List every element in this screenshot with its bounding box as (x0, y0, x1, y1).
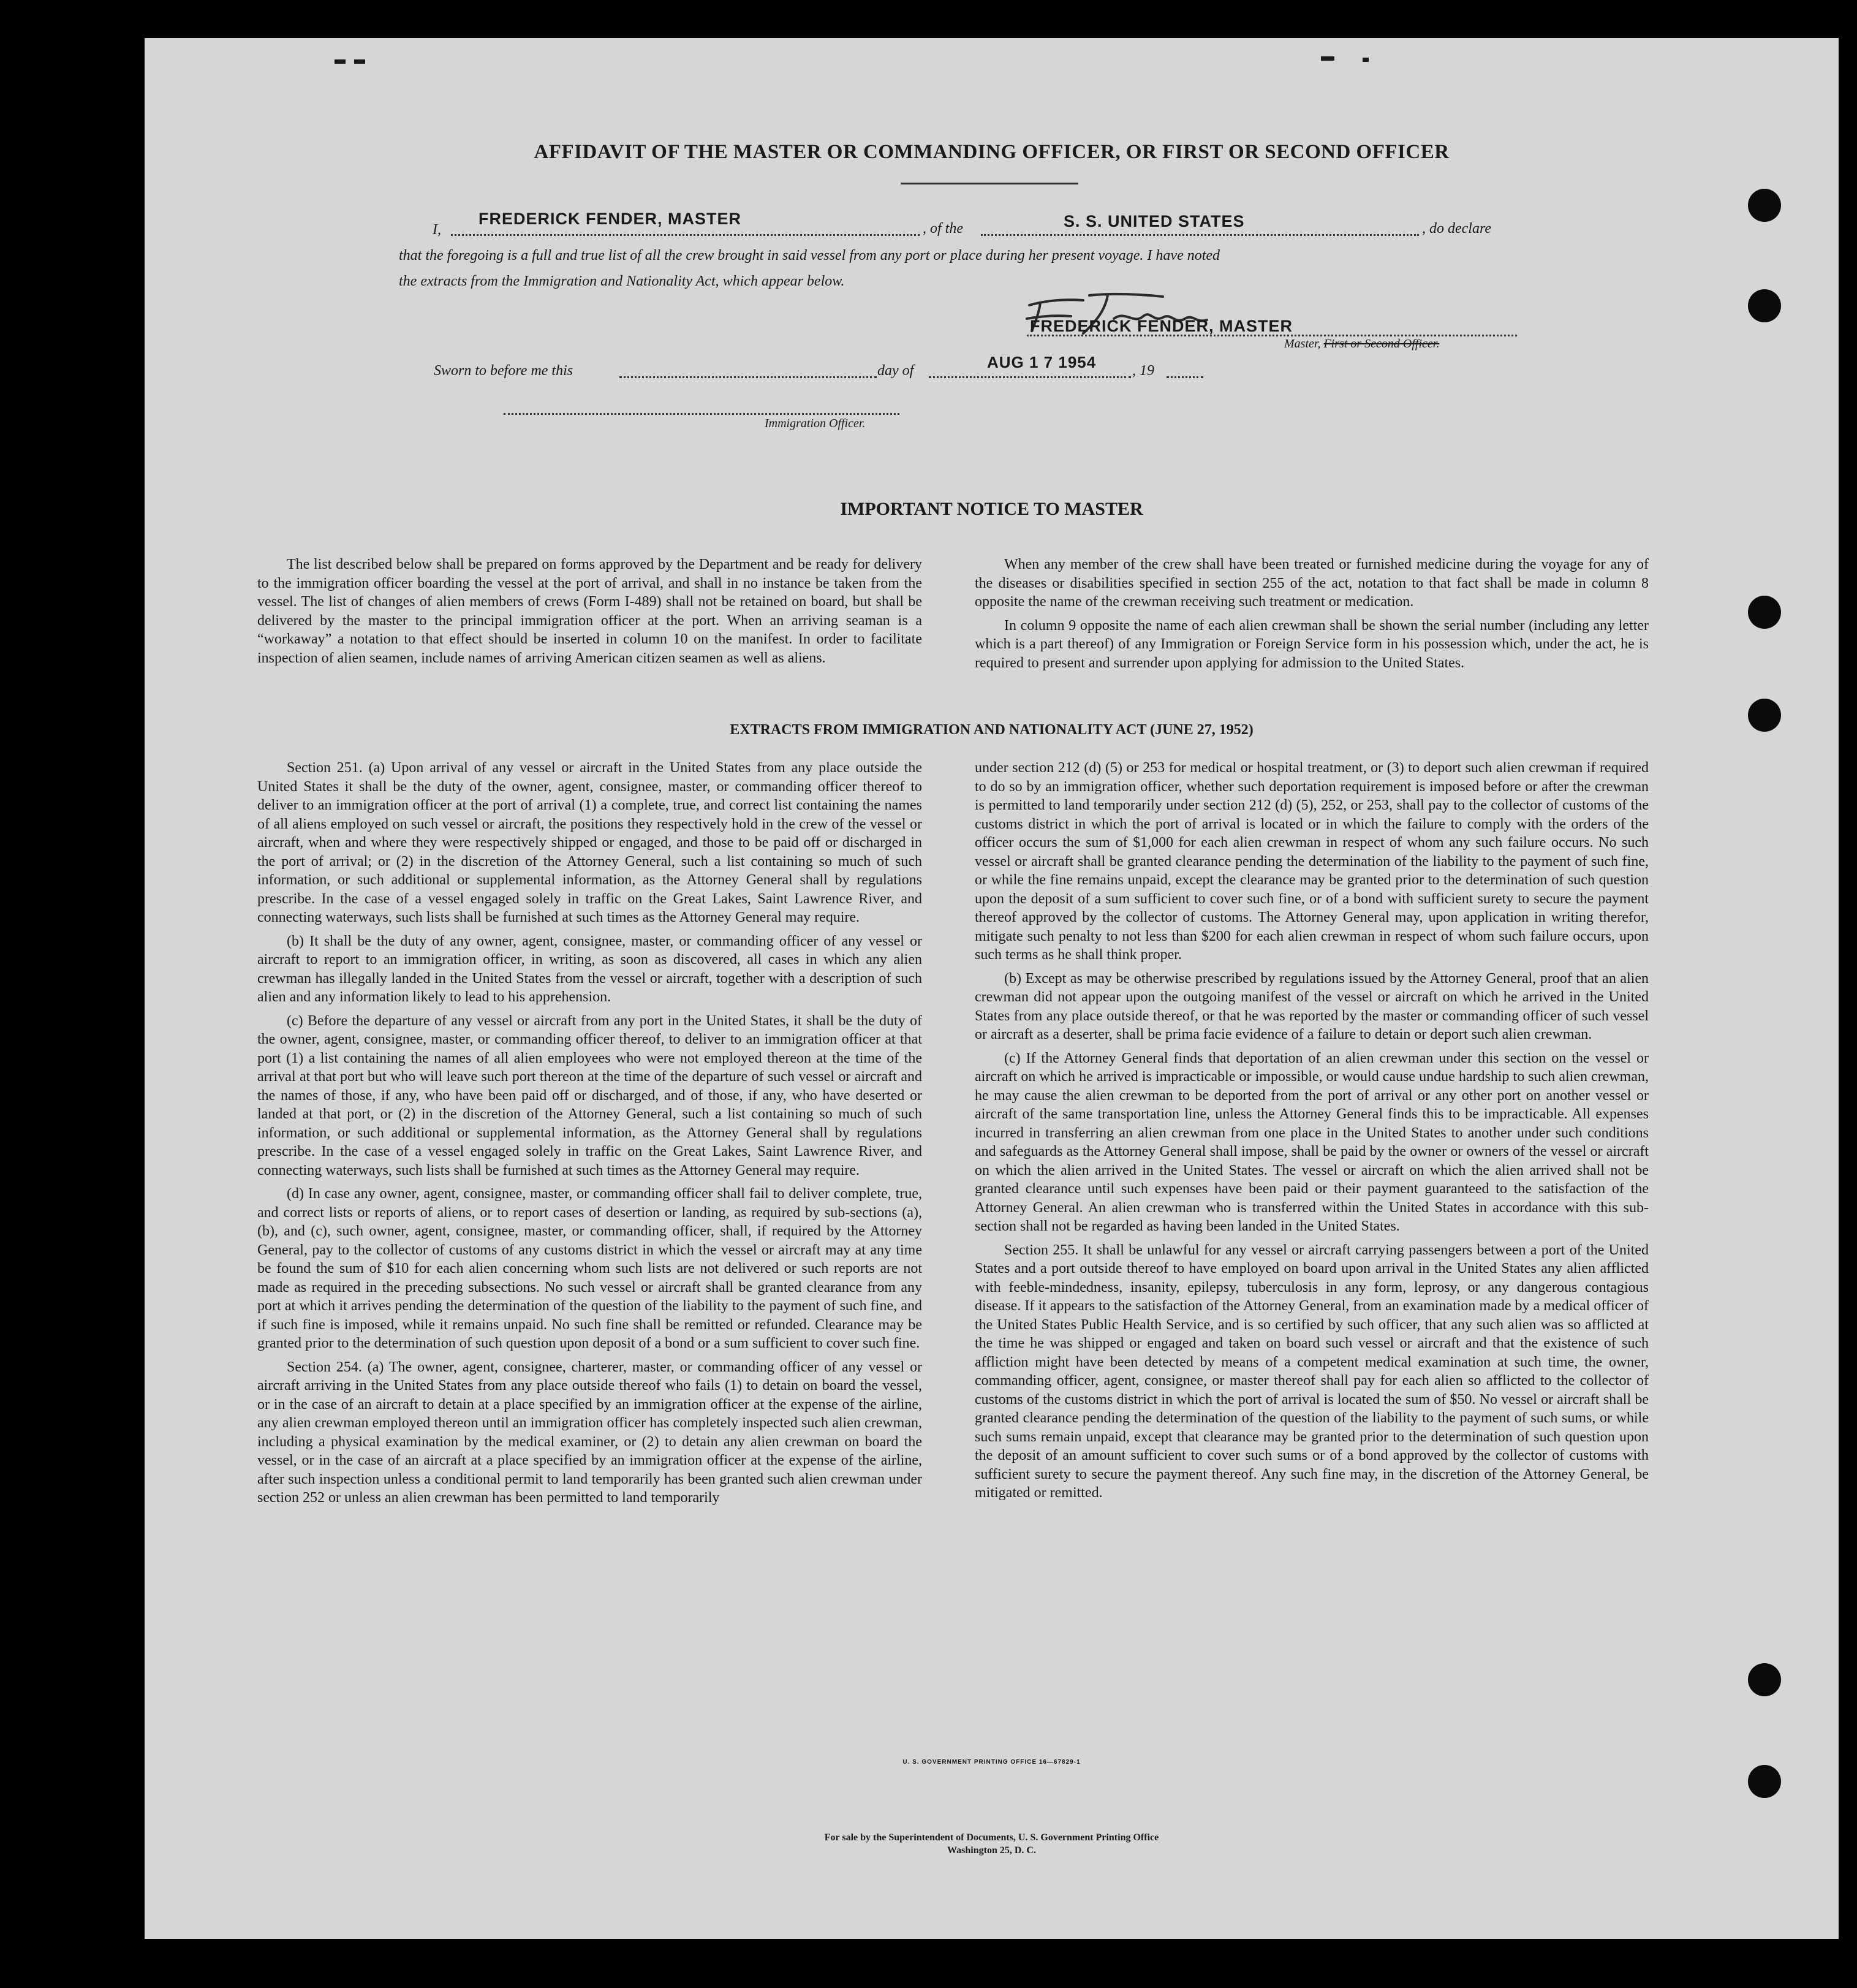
signature-typed-name: FREDERICK FENDER, MASTER (1030, 317, 1293, 335)
signature-line (1027, 335, 1517, 336)
act-paragraph: (c) Before the departure of any vessel or aircraft from any port in the United States, it shall be the duty of the owner, agent, consignee, master, or commanding officer thereof, to deliver to an immigration officer at that port (1) a list containing the names of all alien employees who were not employed thereon at the time of the arrival at that port but who will leave such port thereon at the time of the departure of such vessel or aircraft and the names of those, if any, who have been paid off or discharged, and of those, if any, who have deserted or landed at that port, or (2) in the discretion of the Attorney General, such a list containing so much of such information, or such additional or supplemental information, as the Attorney General shall by regulations prescribe. In the case of a vessel engaged solely in traffic on the Great Lakes, Saint Lawrence River, and connecting waterways, such lists shall be furnished at such times as the Attorney General may require. (257, 1012, 922, 1178)
notice-left-column (257, 555, 922, 667)
day-of-label: day of (877, 363, 914, 379)
name-line (451, 234, 920, 236)
act-paragraph: Section 254. (a) The owner, agent, consignee, charterer, master, or commanding officer of any vessel or aircraft arriving in the United States from any place outside thereof who fails (1) to detain on board the vessel, or in the case of an aircraft to detain at a place specified by an immigration officer at the expense of the airline, any alien crewman employed thereon until an immigration officer has completely inspected such alien crewman, including a physical examination by the medical examiner, or (2) to detain any alien crewman on board the vessel, or in the case of an aircraft at a place specified by an immigration officer at the expense of the airline, after such inspection unless a conditional permit to land temporarily has been granted such alien crewman under section 252 or unless an alien crewman has been permitted to land temporarily (257, 1359, 922, 1506)
struck-officer-label: First or Second Officer. (1323, 337, 1440, 351)
declaration-line-2: the extracts from the Immigration and Nationality Act, which appear below. (399, 273, 845, 289)
act-paragraph: Section 255. It shall be unlawful for any vessel or aircraft carrying passengers between a port of the United States and a port outside thereof to have employed on board upon arrival in the United States any alien afflicted with feeble-mindedness, insanity, epilepsy, tuberculosis in any form, leprosy, or any dangerous contagious disease. If it appears to the satisfaction of the Attorney General, from an examination made by a medical officer of the United States Public Health Service, and is so certified by such officer, that any such alien was so afflicted at the time he was shipped or engaged and taken on board such vessel or aircraft and that the existence of such affliction might have been detected by means of a competent medical examination at such time, the owner, commanding officer, agent, consignee, or master thereof shall pay for each alien so afflicted to the collector of customs of the customs district in which the port of arrival is located the sum of $50. No vessel or aircraft shall be granted clearance pending the determination of the question of the liability to the payment of such sums, or while such sums remain unpaid, except that clearance may be granted prior to the determination of such question upon the deposit of an amount sufficient to cover such sums or of a bond approved by the collector of customs with sufficient surety to secure the payment thereof. Any such fine may, in the discretion of the Attorney General, be mitigated or remitted. (975, 1242, 1649, 1501)
scan-mark (354, 59, 365, 64)
sworn-label: Sworn to before me this (434, 363, 573, 379)
extracts-right-column (975, 759, 1649, 1503)
for-sale-line-1: For sale by the Superintendent of Documents, U. S. Government Printing Office (824, 1832, 1159, 1843)
scan-mark (1363, 58, 1369, 62)
date-stamp: AUG 1 7 1954 (987, 353, 1097, 371)
title-underline (901, 183, 1078, 184)
for-sale-notice (145, 1831, 1839, 1857)
notice-paragraph: When any member of the crew shall have been treated or furnished medicine during the voyage for any of the diseases or disabilities specified in section 255 of the act, notation to that fact shall be made in column 8 opposite the name of the crewman receiving such treatment or medication. (975, 556, 1649, 610)
printing-office-imprint: U. S. GOVERNMENT PRINTING OFFICE 16—67829-1 (902, 1759, 1081, 1766)
month-line (929, 376, 1131, 378)
notice-paragraph: In column 9 opposite the name of each alien crewman shall be shown the serial number (including any letter which is a part thereof) of any Immigration or Foreign Service form in his possession which, under the act, he is required to present and surrender upon applying for admission to the United States. (975, 617, 1649, 671)
punch-hole (1748, 189, 1781, 222)
punch-hole (1748, 1765, 1781, 1798)
punch-hole (1748, 596, 1781, 629)
act-paragraph: Section 251. (a) Upon arrival of any vessel or aircraft in the United States from any place outside the United States it shall be the duty of the owner, agent, consignee, master, or commanding officer thereof to deliver to an immigration officer at the port of arrival (1) a complete, true, and correct list containing the names of all aliens employed on such vessel or aircraft, the positions they respectively hold in the crew of the vessel or aircraft, when and where they were respectively shipped or engaged, and those to be paid off or discharged in the port of arrival; or (2) in the discretion of the Attorney General, such a list containing so much of such information, or such additional or supplemental information, as the Attorney General shall by regulations prescribe. In the case of a vessel engaged solely in traffic on the Great Lakes, Saint Lawrence River, and connecting waterways, such lists shall be furnished at such times as the Attorney General may require. (257, 760, 922, 925)
document-page (145, 38, 1839, 1939)
immigration-officer-line (504, 413, 899, 415)
sworn-day-line (619, 376, 877, 378)
notice-paragraph: The list described below shall be prepared on forms approved by the Department and be ready for delivery to the immigration officer boarding the vessel at the port of arrival, and shall in no instance be taken from the vessel. The list of changes of alien members of crews (Form I-489) shall not be retained on board, but shall be delivered by the master to the principal immigration officer at the port. When an arriving seaman is a “workaway” a notation to that effect should be inserted in column 10 on the manifest. In order to facilitate inspection of alien seamen, include names of arriving American citizen seamen as well as aliens. (257, 556, 922, 666)
do-declare-label: , do declare (1422, 221, 1492, 237)
notice-title: IMPORTANT NOTICE TO MASTER (840, 499, 1143, 519)
master-label: Master, (1284, 337, 1321, 351)
immigration-officer-label: Immigration Officer. (765, 417, 866, 430)
vessel-name: S. S. UNITED STATES (1064, 212, 1245, 230)
notice-right-column (975, 555, 1649, 672)
year-line (1167, 376, 1203, 378)
i-label: I, (433, 222, 441, 238)
extracts-title: EXTRACTS FROM IMMIGRATION AND NATIONALITY ACT (JUNE 27, 1952) (730, 722, 1254, 738)
extracts-left-column (257, 759, 922, 1508)
vessel-line (981, 234, 1419, 236)
for-sale-line-2: Washington 25, D. C. (947, 1845, 1036, 1856)
scan-mark (1321, 56, 1334, 61)
act-paragraph: (c) If the Attorney General finds that deportation of an alien crewman under this section on the vessel or aircraft on which he arrived is impracticable or impossible, or would cause undue hardship to such alien crewman, he may cause the alien crewman to be deported from the port of arrival or any other port on another vessel or aircraft of the same transportation line, unless the Attorney General finds this to be impracticable. All expenses incurred in transferring an alien crewman from one place in the United States to another under such conditions and safeguards as the Attorney General shall impose, shall be paid by the owner or owners of the vessel or aircraft on which the alien arrived in the United States. The vessel or aircraft on which the alien arrived shall not be granted clearance until such expenses have been paid or their payment guaranteed to the satisfaction of the Attorney General. An alien crewman who is transferred within the United States in accordance with this sub-section shall not be regarded as having been landed in the United States. (975, 1050, 1649, 1234)
scan-mark (335, 59, 346, 64)
act-paragraph: (b) Except as may be otherwise prescribed by regulations issued by the Attorney General, proof that an alien crewman did not appear upon the outgoing manifest of the vessel or aircraft on which he arrived in the United States from any place outside thereof, or that he was reported by the master or commanding officer of such vessel or aircraft as a deserter, shall be prima facie evidence of a failure to detain or deport such alien crewman. (975, 970, 1649, 1042)
affidavit-title: AFFIDAVIT OF THE MASTER OR COMMANDING OFFICER, OR FIRST OR SECOND OFFICER (534, 141, 1450, 163)
master-designation (1284, 337, 1439, 351)
year-label: , 19 (1132, 363, 1154, 379)
punch-hole (1748, 289, 1781, 322)
act-paragraph: under section 212 (d) (5) or 253 for medical or hospital treatment, or (3) to deport such alien crewman if required to do so by an immigration officer, whether such deportation requirement is imposed before or after the crewman is permitted to land temporarily under section 212 (d) (5), 252, or 253, shall pay to the collector of customs of the customs district in which the port of arrival is located or in which the failure to comply with the orders of the officer occurs the sum of $1,000 for each alien crewman in respect of whom any such failure occurs. No such vessel or aircraft shall be granted clearance pending the determination of the liability to the payment of such fine, or while the fine remains unpaid, except the clearance may be granted prior to the determination of such question upon the deposit of a sum sufficient to cover such fine, or of a bond with sufficient surety to secure the payment thereof approved by the collector of customs. The Attorney General may, upon application in writing therefor, mitigate such penalty to not less than $200 for each alien crewman in respect of whom such failure occurs, upon such terms as he shall think proper. (975, 760, 1649, 963)
act-paragraph: (b) It shall be the duty of any owner, agent, consignee, master, or commanding officer of any vessel or aircraft to report to an immigration officer, in writing, as soon as discovered, all cases in which any alien crewman has illegally landed in the United States from the vessel or aircraft, together with a description of such alien and any information likely to lead to his apprehension. (257, 933, 922, 1005)
of-the-label: , of the (923, 221, 963, 237)
master-name: FREDERICK FENDER, MASTER (478, 210, 742, 228)
punch-hole (1748, 1663, 1781, 1696)
act-paragraph: (d) In case any owner, agent, consignee, master, or commanding officer shall fail to deliver complete, true, and correct lists or reports of aliens, or to report cases of desertion or landing, as required by sub-sections (a), (b), and (c), such owner, agent, consignee, master, or commanding officer, shall, if required by the Attorney General, pay to the collector of customs of any customs district in which the vessel or aircraft may at any time be found the sum of $10 for each alien concerning whom such lists are not delivered or such reports are not made as required in the preceding subsections. No such vessel or aircraft shall be granted clearance from any port at which it arrives pending the determination of the question of the liability to the payment of such fine, and if such fine is imposed, while it remains unpaid. No such fine shall be remitted or refunded. Clearance may be granted prior to the determination of such question upon deposit of a bond or a sum sufficient to cover such fine. (257, 1186, 922, 1351)
declaration-line-1: that the foregoing is a full and true list of all the crew brought in said vessel from any port or place during her present voyage. I have noted (399, 248, 1220, 264)
